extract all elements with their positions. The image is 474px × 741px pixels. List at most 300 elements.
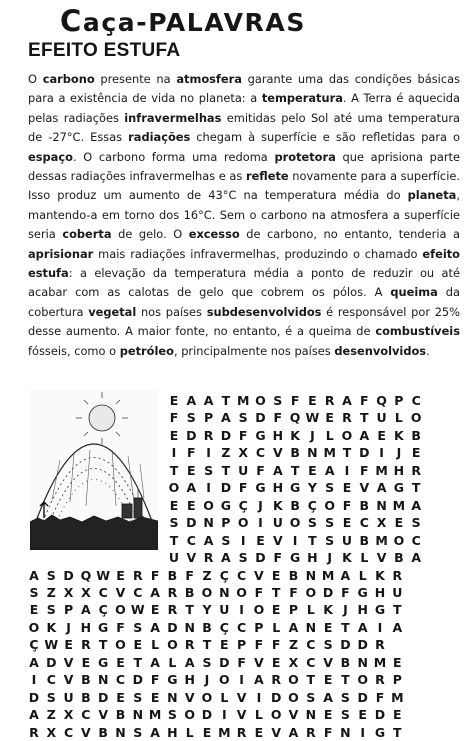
grid-letter[interactable]: N — [167, 689, 178, 705]
grid-letter[interactable]: N — [357, 654, 368, 670]
grid-letter[interactable]: R — [203, 550, 214, 566]
grid-letter[interactable]: H — [393, 462, 405, 478]
grid-letter[interactable]: O — [255, 393, 266, 408]
grid-letter[interactable]: N — [132, 707, 144, 723]
grid-letter[interactable]: T — [411, 480, 421, 496]
grid-letter[interactable]: R — [184, 637, 195, 653]
grid-letter[interactable]: V — [271, 724, 282, 740]
grid-letter[interactable]: M — [236, 393, 250, 408]
grid-letter[interactable]: B — [81, 689, 91, 705]
grid-letter[interactable]: B — [340, 654, 351, 670]
grid-letter[interactable]: F — [375, 689, 385, 705]
grid-letter[interactable]: M — [391, 689, 404, 705]
grid-letter[interactable]: X — [238, 445, 248, 461]
grid-letter[interactable]: H — [80, 619, 92, 635]
grid-letter[interactable]: O — [305, 584, 317, 600]
grid-letter[interactable]: O — [288, 689, 299, 705]
grid-letter[interactable]: G — [393, 480, 405, 496]
grid-letter[interactable]: F — [323, 724, 333, 740]
grid-letter[interactable]: E — [64, 637, 73, 653]
grid-letter[interactable]: H — [357, 602, 368, 618]
grid-letter[interactable]: E — [187, 462, 196, 478]
grid-letter[interactable]: E — [254, 724, 264, 740]
grid-letter[interactable]: H — [167, 724, 178, 740]
grid-letter[interactable]: N — [305, 619, 317, 635]
grid-letter[interactable]: I — [379, 445, 384, 461]
grid-letter[interactable]: E — [169, 497, 179, 513]
grid-letter[interactable]: E — [308, 393, 317, 408]
grid-letter[interactable]: L — [306, 602, 315, 618]
grid-letter[interactable]: L — [325, 427, 334, 443]
grid-letter[interactable]: E — [323, 619, 333, 635]
grid-letter[interactable]: T — [308, 532, 317, 548]
grid-letter[interactable]: A — [288, 619, 299, 635]
grid-letter[interactable]: F — [254, 584, 264, 600]
grid-letter[interactable]: V — [63, 672, 74, 688]
grid-letter[interactable]: P — [204, 410, 214, 426]
grid-letter[interactable]: V — [186, 550, 197, 566]
grid-letter[interactable]: A — [340, 567, 351, 583]
grid-letter[interactable]: F — [271, 637, 281, 653]
grid-letter[interactable]: A — [29, 567, 39, 583]
grid-letter[interactable]: A — [203, 532, 214, 548]
grid-letter[interactable]: F — [169, 410, 179, 426]
grid-letter[interactable]: F — [238, 480, 248, 496]
grid-letter[interactable]: M — [373, 654, 387, 670]
grid-letter[interactable]: G — [289, 550, 301, 566]
grid-letter[interactable]: P — [288, 602, 299, 618]
grid-letter[interactable]: S — [340, 689, 350, 705]
grid-letter[interactable]: N — [376, 497, 387, 513]
grid-letter[interactable]: E — [271, 567, 281, 583]
grid-letter[interactable]: E — [394, 515, 404, 531]
grid-letter[interactable]: H — [272, 427, 284, 443]
grid-letter[interactable]: F — [150, 567, 160, 583]
grid-letter[interactable]: E — [116, 689, 125, 705]
grid-letter[interactable]: N — [307, 445, 318, 461]
grid-letter[interactable]: L — [254, 707, 263, 723]
grid-letter[interactable]: J — [327, 550, 333, 566]
grid-letter[interactable]: A — [254, 672, 264, 688]
grid-letter[interactable]: V — [323, 654, 333, 670]
grid-letter[interactable]: U — [238, 462, 249, 478]
grid-letter[interactable]: E — [150, 602, 160, 618]
grid-letter[interactable]: P — [392, 672, 402, 688]
grid-letter[interactable]: B — [81, 672, 91, 688]
grid-letter[interactable]: S — [221, 532, 231, 548]
grid-letter[interactable]: F — [341, 584, 350, 600]
grid-letter[interactable]: O — [184, 707, 195, 723]
grid-letter[interactable]: A — [150, 654, 160, 670]
grid-letter[interactable]: C — [255, 445, 266, 461]
grid-letter[interactable]: X — [46, 724, 57, 740]
grid-letter[interactable]: Ç — [238, 497, 248, 513]
grid-letter[interactable]: X — [63, 584, 74, 600]
grid-letter[interactable]: O — [168, 480, 180, 496]
grid-letter[interactable]: S — [167, 707, 177, 723]
grid-letter[interactable]: F — [187, 445, 196, 461]
grid-letter[interactable]: M — [218, 724, 231, 740]
grid-letter[interactable]: O — [203, 497, 214, 513]
grid-letter[interactable]: M — [321, 567, 335, 583]
grid-letter[interactable]: T — [360, 410, 369, 426]
grid-letter[interactable]: B — [411, 427, 421, 443]
grid-letter[interactable]: H — [184, 672, 195, 688]
grid-letter[interactable]: S — [325, 515, 335, 531]
grid-letter[interactable]: N — [203, 515, 214, 531]
grid-letter[interactable]: R — [342, 410, 352, 426]
grid-letter[interactable]: V — [376, 550, 387, 566]
grid-letter[interactable]: J — [66, 619, 71, 635]
grid-letter[interactable]: O — [253, 602, 265, 618]
grid-letter[interactable]: D — [97, 689, 109, 705]
grid-letter[interactable]: D — [255, 410, 266, 426]
grid-letter[interactable]: I — [221, 707, 227, 723]
grid-letter[interactable]: C — [411, 393, 421, 408]
grid-letter[interactable]: Ç — [29, 637, 39, 653]
grid-letter[interactable]: I — [206, 445, 211, 461]
grid-letter[interactable]: V — [98, 707, 109, 723]
grid-letter[interactable]: D — [220, 480, 232, 496]
grid-letter[interactable]: O — [393, 532, 405, 548]
grid-letter[interactable]: E — [133, 637, 143, 653]
grid-letter[interactable]: R — [167, 602, 178, 618]
grid-letter[interactable]: V — [254, 654, 264, 670]
grid-letter[interactable]: S — [133, 724, 143, 740]
grid-letter[interactable]: T — [133, 654, 143, 670]
grid-letter[interactable]: J — [310, 427, 315, 443]
grid-letter[interactable]: R — [236, 724, 247, 740]
grid-letter[interactable]: Ç — [98, 602, 108, 618]
grid-letter[interactable]: A — [184, 654, 195, 670]
grid-letter[interactable]: V — [254, 567, 264, 583]
grid-letter[interactable]: N — [184, 619, 195, 635]
grid-letter[interactable]: E — [377, 427, 386, 443]
grid-letter[interactable]: A — [324, 462, 335, 478]
grid-letter[interactable]: G — [374, 602, 386, 618]
grid-letter[interactable]: L — [272, 619, 281, 635]
grid-letter[interactable]: K — [272, 497, 283, 513]
grid-letter[interactable]: S — [186, 410, 196, 426]
grid-letter[interactable]: T — [169, 462, 179, 478]
grid-letter[interactable]: C — [133, 584, 143, 600]
grid-letter[interactable]: X — [63, 707, 74, 723]
grid-letter[interactable]: F — [273, 550, 283, 566]
grid-letter[interactable]: T — [185, 602, 194, 618]
grid-letter[interactable]: B — [290, 445, 300, 461]
grid-letter[interactable]: Y — [202, 602, 212, 618]
grid-letter[interactable]: E — [411, 445, 421, 461]
grid-letter[interactable]: A — [342, 393, 352, 408]
grid-letter[interactable]: N — [340, 724, 351, 740]
grid-letter[interactable]: C — [306, 654, 316, 670]
grid-letter[interactable]: F — [273, 410, 283, 426]
grid-letter[interactable]: A — [359, 427, 370, 443]
grid-letter[interactable]: Q — [80, 567, 92, 583]
grid-letter[interactable]: V — [115, 584, 126, 600]
grid-letter[interactable]: R — [375, 637, 385, 653]
grid-letter[interactable]: L — [168, 654, 177, 670]
grid-letter[interactable]: S — [306, 689, 316, 705]
grid-letter[interactable]: O — [218, 672, 230, 688]
grid-letter[interactable]: D — [374, 707, 386, 723]
grid-letter[interactable]: C — [186, 532, 196, 548]
grid-letter[interactable]: T — [393, 724, 402, 740]
grid-letter[interactable]: R — [29, 724, 39, 740]
grid-letter[interactable]: T — [306, 672, 316, 688]
grid-letter[interactable]: M — [375, 532, 388, 548]
grid-letter[interactable]: D — [359, 445, 370, 461]
grid-letter[interactable]: L — [360, 550, 369, 566]
grid-letter[interactable]: E — [169, 393, 179, 408]
grid-letter[interactable]: T — [393, 602, 402, 618]
grid-letter[interactable]: V — [272, 532, 283, 548]
grid-letter[interactable]: I — [206, 480, 211, 496]
grid-letter[interactable]: A — [411, 550, 422, 566]
grid-letter[interactable]: Z — [288, 637, 299, 653]
grid-letter[interactable]: E — [271, 602, 281, 618]
grid-letter[interactable]: V — [81, 724, 91, 740]
grid-letter[interactable]: F — [360, 462, 369, 478]
grid-letter[interactable]: J — [258, 497, 263, 513]
grid-letter[interactable]: S — [323, 637, 333, 653]
grid-letter[interactable]: R — [392, 567, 403, 583]
grid-letter[interactable]: M — [375, 462, 388, 478]
grid-letter[interactable]: O — [201, 584, 213, 600]
grid-letter[interactable]: L — [151, 637, 160, 653]
grid-letter[interactable]: E — [358, 707, 367, 723]
grid-letter[interactable]: E — [169, 427, 179, 443]
grid-letter[interactable]: A — [221, 550, 231, 566]
grid-letter[interactable]: Q — [289, 410, 301, 426]
grid-letter[interactable]: B — [394, 550, 404, 566]
grid-letter[interactable]: E — [342, 515, 352, 531]
grid-letter[interactable]: X — [81, 584, 91, 600]
grid-letter[interactable]: C — [237, 567, 247, 583]
grid-letter[interactable]: A — [272, 462, 283, 478]
grid-letter[interactable]: I — [360, 724, 366, 740]
grid-letter[interactable]: J — [343, 602, 348, 618]
grid-letter[interactable]: N — [97, 672, 109, 688]
grid-letter[interactable]: G — [289, 480, 301, 496]
grid-letter[interactable]: A — [150, 619, 160, 635]
grid-letter[interactable]: U — [63, 689, 74, 705]
grid-letter[interactable]: P — [237, 637, 247, 653]
grid-letter[interactable]: S — [202, 654, 212, 670]
grid-letter[interactable]: R — [324, 393, 335, 408]
grid-letter[interactable]: I — [377, 619, 383, 635]
grid-letter[interactable]: G — [255, 480, 266, 496]
grid-letter[interactable]: I — [240, 532, 246, 548]
grid-letter[interactable]: E — [323, 707, 333, 723]
grid-letter[interactable]: V — [272, 445, 283, 461]
grid-letter[interactable]: E — [393, 707, 402, 723]
grid-letter[interactable]: U — [272, 515, 283, 531]
grid-letter[interactable]: X — [376, 515, 387, 531]
grid-letter[interactable]: M — [148, 707, 162, 723]
grid-letter[interactable]: S — [133, 619, 143, 635]
grid-letter[interactable]: E — [202, 724, 212, 740]
grid-letter[interactable]: S — [325, 532, 335, 548]
grid-letter[interactable]: T — [341, 619, 350, 635]
grid-letter[interactable]: W — [96, 567, 111, 583]
grid-letter[interactable]: E — [187, 497, 196, 513]
grid-letter[interactable]: S — [169, 515, 179, 531]
grid-letter[interactable]: S — [325, 480, 335, 496]
grid-letter[interactable]: E — [220, 637, 229, 653]
grid-letter[interactable]: C — [115, 672, 126, 688]
grid-letter[interactable]: E — [29, 602, 39, 618]
grid-letter[interactable]: D — [186, 515, 197, 531]
grid-letter[interactable]: S — [46, 567, 56, 583]
grid-letter[interactable]: F — [150, 672, 160, 688]
grid-letter[interactable]: H — [374, 584, 386, 600]
grid-letter[interactable]: R — [203, 427, 214, 443]
grid-letter[interactable]: F — [116, 619, 125, 635]
grid-letter[interactable]: F — [256, 462, 265, 478]
grid-letter[interactable]: K — [394, 427, 404, 443]
grid-letter[interactable]: E — [342, 480, 352, 496]
grid-letter[interactable]: S — [46, 689, 56, 705]
grid-letter[interactable]: D — [28, 689, 40, 705]
grid-letter[interactable]: P — [221, 515, 231, 531]
grid-letter[interactable]: I — [31, 672, 37, 688]
grid-letter[interactable]: B — [288, 567, 299, 583]
grid-letter[interactable]: T — [290, 462, 300, 478]
grid-letter[interactable]: T — [98, 637, 108, 653]
grid-letter[interactable]: T — [221, 462, 231, 478]
grid-letter[interactable]: J — [204, 672, 210, 688]
grid-letter[interactable]: Ç — [219, 619, 229, 635]
grid-letter[interactable]: E — [323, 672, 333, 688]
grid-letter[interactable]: K — [46, 619, 57, 635]
grid-letter[interactable]: O — [289, 515, 301, 531]
grid-letter[interactable]: D — [46, 654, 57, 670]
grid-letter[interactable]: R — [305, 724, 316, 740]
grid-letter[interactable]: G — [374, 724, 386, 740]
grid-letter[interactable]: N — [115, 724, 126, 740]
grid-letter[interactable]: B — [167, 567, 178, 583]
grid-letter[interactable]: B — [184, 584, 195, 600]
grid-letter[interactable]: S — [29, 584, 39, 600]
grid-letter[interactable]: G — [357, 584, 368, 600]
grid-letter[interactable]: O — [201, 689, 213, 705]
grid-letter[interactable]: F — [237, 654, 246, 670]
grid-letter[interactable]: M — [392, 497, 406, 513]
grid-letter[interactable]: R — [132, 567, 143, 583]
grid-letter[interactable]: S — [133, 689, 143, 705]
grid-letter[interactable]: W — [44, 637, 59, 653]
grid-letter[interactable]: A — [203, 393, 214, 408]
grid-letter[interactable]: A — [150, 584, 160, 600]
grid-letter[interactable]: V — [236, 689, 247, 705]
grid-letter[interactable]: S — [340, 707, 350, 723]
grid-letter[interactable]: Ç — [219, 567, 229, 583]
grid-letter[interactable]: N — [219, 584, 230, 600]
grid-letter[interactable]: D — [322, 584, 334, 600]
grid-letter[interactable]: A — [186, 393, 197, 408]
grid-letter[interactable]: E — [116, 567, 125, 583]
grid-letter[interactable]: A — [221, 410, 231, 426]
grid-letter[interactable]: P — [254, 619, 264, 635]
grid-letter[interactable]: T — [169, 532, 179, 548]
grid-letter[interactable]: X — [288, 654, 299, 670]
grid-letter[interactable]: W — [305, 410, 320, 426]
grid-letter[interactable]: J — [396, 445, 402, 461]
grid-letter[interactable]: I — [239, 672, 244, 688]
grid-letter[interactable]: U — [392, 584, 403, 600]
grid-letter[interactable]: R — [167, 584, 178, 600]
grid-letter[interactable]: G — [98, 654, 109, 670]
grid-letter[interactable]: E — [271, 654, 281, 670]
grid-letter[interactable]: S — [238, 410, 248, 426]
grid-letter[interactable]: V — [359, 480, 370, 496]
grid-letter[interactable]: G — [220, 497, 232, 513]
grid-letter[interactable]: O — [341, 427, 353, 443]
grid-letter[interactable]: D — [255, 550, 266, 566]
grid-letter[interactable]: O — [115, 602, 126, 618]
grid-letter[interactable]: F — [289, 584, 298, 600]
grid-letter[interactable]: A — [392, 619, 403, 635]
grid-letter[interactable]: B — [359, 532, 370, 548]
grid-letter[interactable]: D — [132, 672, 143, 688]
grid-letter[interactable]: R — [375, 672, 385, 688]
grid-letter[interactable]: M — [323, 445, 336, 461]
grid-letter[interactable]: C — [64, 724, 74, 740]
grid-letter[interactable]: R — [81, 637, 91, 653]
grid-letter[interactable]: D — [357, 637, 368, 653]
grid-letter[interactable]: K — [375, 567, 385, 583]
grid-letter[interactable]: E — [150, 689, 160, 705]
grid-letter[interactable]: O — [236, 584, 247, 600]
grid-letter[interactable]: O — [237, 515, 249, 531]
grid-letter[interactable]: A — [29, 707, 39, 723]
grid-letter[interactable]: A — [150, 724, 160, 740]
grid-letter[interactable]: U — [341, 532, 353, 548]
grid-letter[interactable]: D — [186, 427, 197, 443]
grid-letter[interactable]: C — [46, 672, 56, 688]
grid-letter[interactable]: O — [115, 637, 126, 653]
grid-letter[interactable]: F — [254, 637, 264, 653]
grid-letter[interactable]: A — [81, 602, 91, 618]
grid-letter[interactable]: F — [360, 393, 369, 408]
grid-letter[interactable]: U — [219, 602, 230, 618]
grid-letter[interactable]: D — [219, 654, 230, 670]
grid-letter[interactable]: P — [64, 602, 74, 618]
grid-letter[interactable]: E — [308, 462, 317, 478]
grid-letter[interactable]: V — [184, 689, 195, 705]
grid-letter[interactable]: E — [81, 654, 91, 670]
grid-letter[interactable]: C — [411, 532, 421, 548]
grid-letter[interactable]: Q — [376, 393, 387, 408]
grid-letter[interactable]: D — [340, 637, 351, 653]
grid-letter[interactable]: B — [115, 707, 126, 723]
grid-letter[interactable]: U — [168, 550, 180, 566]
grid-letter[interactable]: F — [185, 567, 194, 583]
grid-letter[interactable]: A — [323, 689, 333, 705]
grid-letter[interactable]: R — [411, 462, 421, 478]
grid-letter[interactable]: O — [357, 672, 368, 688]
grid-letter[interactable]: S — [307, 515, 317, 531]
grid-letter[interactable]: V — [288, 707, 299, 723]
grid-letter[interactable]: A — [288, 724, 299, 740]
grid-letter[interactable]: Z — [221, 445, 231, 461]
grid-letter[interactable]: N — [305, 567, 317, 583]
grid-letter[interactable]: S — [46, 602, 56, 618]
grid-letter[interactable]: H — [307, 550, 318, 566]
grid-letter[interactable]: D — [220, 427, 232, 443]
grid-letter[interactable]: E — [393, 654, 402, 670]
